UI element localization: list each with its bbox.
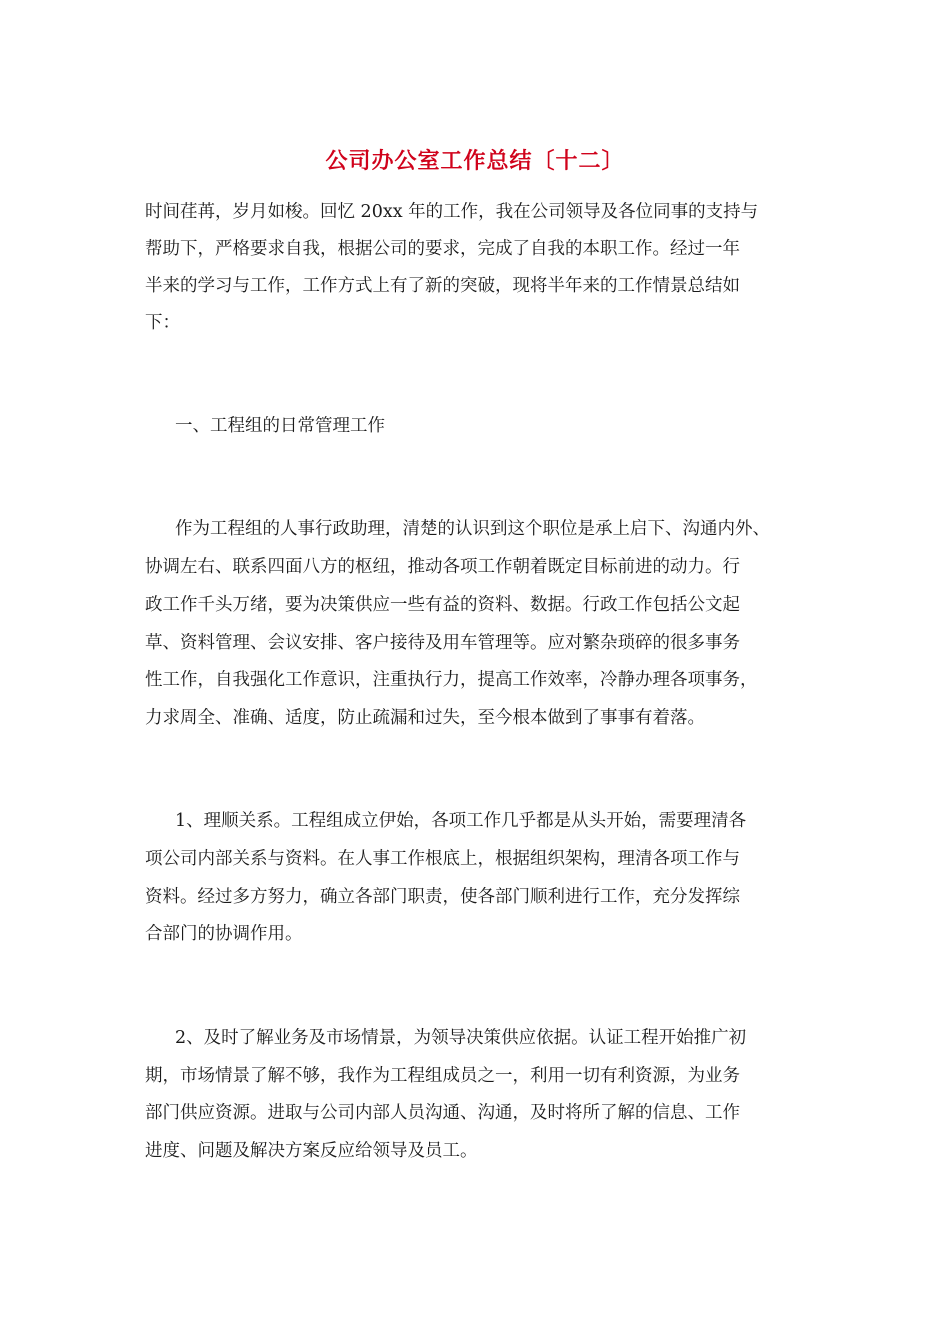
body-line: 进度、问题及解决方案反应给领导及员工。 (145, 1141, 478, 1161)
body-line: 期，市场情景了解不够，我作为工程组成员之一，利用一切有利资源，为业务 (145, 1066, 740, 1086)
body-line: 部门供应资源。进取与公司内部人员沟通、沟通，及时将所了解的信息、工作 (145, 1103, 740, 1123)
section-heading: 一、工程组的日常管理工作 (175, 416, 385, 436)
body-line: 草、资料管理、会议安排、客户接待及用车管理等。应对繁杂琐碎的很多事务 (145, 633, 740, 653)
body-line: 作为工程组的人事行政助理，清楚的认识到这个职位是承上启下、沟通内外、 (175, 519, 770, 539)
body-line: 政工作千头万绪，要为决策供应一些有益的资料、数据。行政工作包括公文起 (145, 595, 740, 615)
body-line: 项公司内部关系与资料。在人事工作根底上，根据组织架构，理清各项工作与 (145, 849, 740, 869)
body-line: 资料。经过多方努力，确立各部门职责，使各部门顺利进行工作，充分发挥综 (145, 887, 740, 907)
body-line: 半来的学习与工作，工作方式上有了新的突破，现将半年来的工作情景总结如 (145, 276, 740, 296)
body-line: 力求周全、准确、适度，防止疏漏和过失，至今根本做到了事事有着落。 (145, 708, 705, 728)
body-line: 帮助下，严格要求自我，根据公司的要求，完成了自我的本职工作。经过一年 (145, 239, 740, 259)
body-line: 时间荏苒，岁月如梭。回忆 20xx 年的工作，我在公司领导及各位同事的支持与 (145, 202, 759, 222)
document-title: 公司办公室工作总结〔十二〕 (325, 149, 625, 174)
body-line: 合部门的协调作用。 (145, 924, 303, 944)
body-line: 性工作，自我强化工作意识，注重执行力，提高工作效率，冷静办理各项事务， (145, 670, 758, 690)
body-line: 2、及时了解业务及市场情景，为领导决策供应依据。认证工程开始推广初 (175, 1028, 747, 1048)
body-line: 下： (145, 313, 180, 333)
body-line: 1、理顺关系。工程组成立伊始，各项工作几乎都是从头开始，需要理清各 (175, 811, 747, 831)
body-line: 协调左右、联系四面八方的枢纽，推动各项工作朝着既定目标前进的动力。行 (145, 557, 740, 577)
